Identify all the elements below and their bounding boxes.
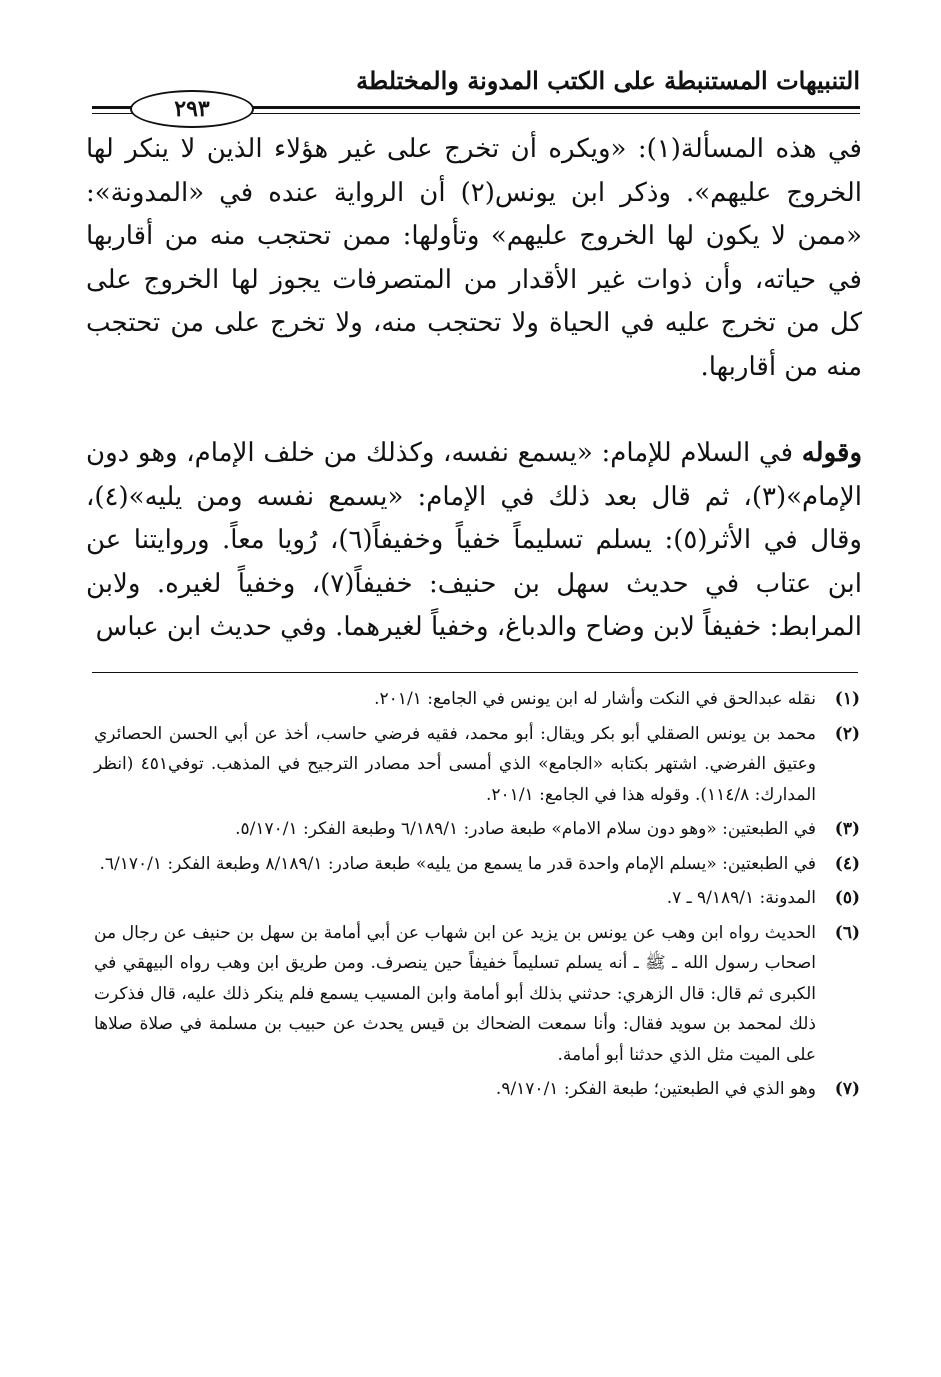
footnote-number: (١) bbox=[834, 689, 860, 709]
footnote bbox=[94, 684, 860, 715]
footnote-text: وهو الذي في الطبعتين؛ طبعة الفكر: ٩/١٧٠/١. bbox=[495, 1079, 816, 1099]
paragraph-1: في هذه المسألة(١): «ويكره أن تخرج على غير هؤلاء الذين لا ينكر لها الخروج عليهم». وذكر ابن يونس(٢) أن الرواية عنده في «المدونة»: «ممن لا يكون لها الخروج عليهم» وتأولها: ممن تحتجب منه من أقاربها في حياته، وأن ذوات غير الأقدار من المتصرفات يجوز لها الخروج على كل من تخرج عليه في الحياة ولا تحتجب منه، ولا تخرج على من تحتجب منه من أقاربها. bbox=[86, 134, 862, 382]
page-header bbox=[92, 58, 860, 128]
footnote-text: محمد بن يونس الصقلي أبو بكر ويقال: أبو محمد، فقيه فرضي حاسب، أخذ عن أبي الحسن الحصائري وعتيق الفرضي. اشتهر بكتابه «الجامع» الذي أمسى أحد مصادر الترجيح في المذهب. توفي٤٥١ (انظر المدارك: ١١٤/٨). وقوله هذا في الجامع: ٢٠١/١. bbox=[94, 723, 816, 805]
footnote-number: (٦) bbox=[834, 922, 860, 943]
footnote-text: الحديث رواه ابن وهب عن يونس بن يزيد عن ابن شهاب عن أبي أمامة بن سهل بن حنيف عن رجال من اصحاب رسول الله ـ ﷺ ـ أنه يسلم تسليماً خفيفاً حين ينصرف. ومن طريق ابن وهب رواه البيهقي في الكبرى ثم قال: قال الزهري: حدثني بذلك أبو أمامة وابن المسيب يسمع فلم ينكر ذلك عليه، قال فذكرت ذلك لمحمد بن سويد فقال: وأنا سمعت الضحاك بن قيس يحدث عن حبيب بن مسلمة في صلاة صلاها على الميت مثل الذي حدثنا أبو أمامة. bbox=[94, 922, 816, 1065]
footnote bbox=[94, 1074, 860, 1105]
page-number: ٢٩٣ bbox=[130, 90, 254, 128]
footnotes bbox=[94, 684, 860, 1109]
footnote-number: (٧) bbox=[834, 1079, 860, 1099]
paragraph-2 bbox=[86, 432, 862, 650]
paragraph-2-lead: وقوله bbox=[801, 438, 862, 468]
footnote-text: في الطبعتين: «وهو دون سلام الامام» طبعة صادر: ٦/١٨٩/١ وطبعة الفكر: ٥/١٧٠/١. bbox=[235, 819, 816, 839]
footnote-number: (٣) bbox=[834, 819, 860, 839]
footnote-text: نقله عبدالحق في النكت وأشار له ابن يونس في الجامع: ٢٠١/١. bbox=[374, 689, 816, 709]
footnote-number: (٤) bbox=[834, 853, 860, 874]
footnote bbox=[94, 814, 860, 845]
paragraph-2-text: في السلام للإمام: «يسمع نفسه، وكذلك من خلف الإمام، وهو دون الإمام»(٣)، ثم قال بعد ذلك في الإمام: «يسمع نفسه ومن يليه»(٤)، وقال في الأثر(٥): يسلم تسليماً خفياً وخفيفاً(٦)، رُويا معاً. وروايتنا عن ابن عتاب في حديث سهل بن حنيف: خفيفاً(٧)، وخفياً لغيره. ولابن المرابط: خفيفاً لابن وضاح والدباغ، وخفياً لغيرهما. وفي حديث ابن عباس bbox=[86, 438, 862, 642]
footnote-text: المدونة: ٩/١٨٩/١ ـ ٧. bbox=[666, 888, 816, 908]
footnote bbox=[94, 883, 860, 914]
footnote-separator bbox=[92, 672, 858, 673]
footnote bbox=[94, 849, 860, 880]
footnote-text: في الطبعتين: «يسلم الإمام واحدة قدر ما يسمع من يليه» طبعة صادر: ٨/١٨٩/١ وطبعة الفكر: ٦/١٧٠/١. bbox=[99, 853, 816, 874]
footnote-number: (٥) bbox=[834, 888, 860, 908]
footnote bbox=[94, 719, 860, 811]
footnote bbox=[94, 918, 860, 1071]
running-title: التنبيهات المستنبطة على الكتب المدونة والمختلطة bbox=[356, 66, 860, 95]
main-text bbox=[86, 128, 862, 650]
footnote-number: (٢) bbox=[834, 723, 860, 744]
